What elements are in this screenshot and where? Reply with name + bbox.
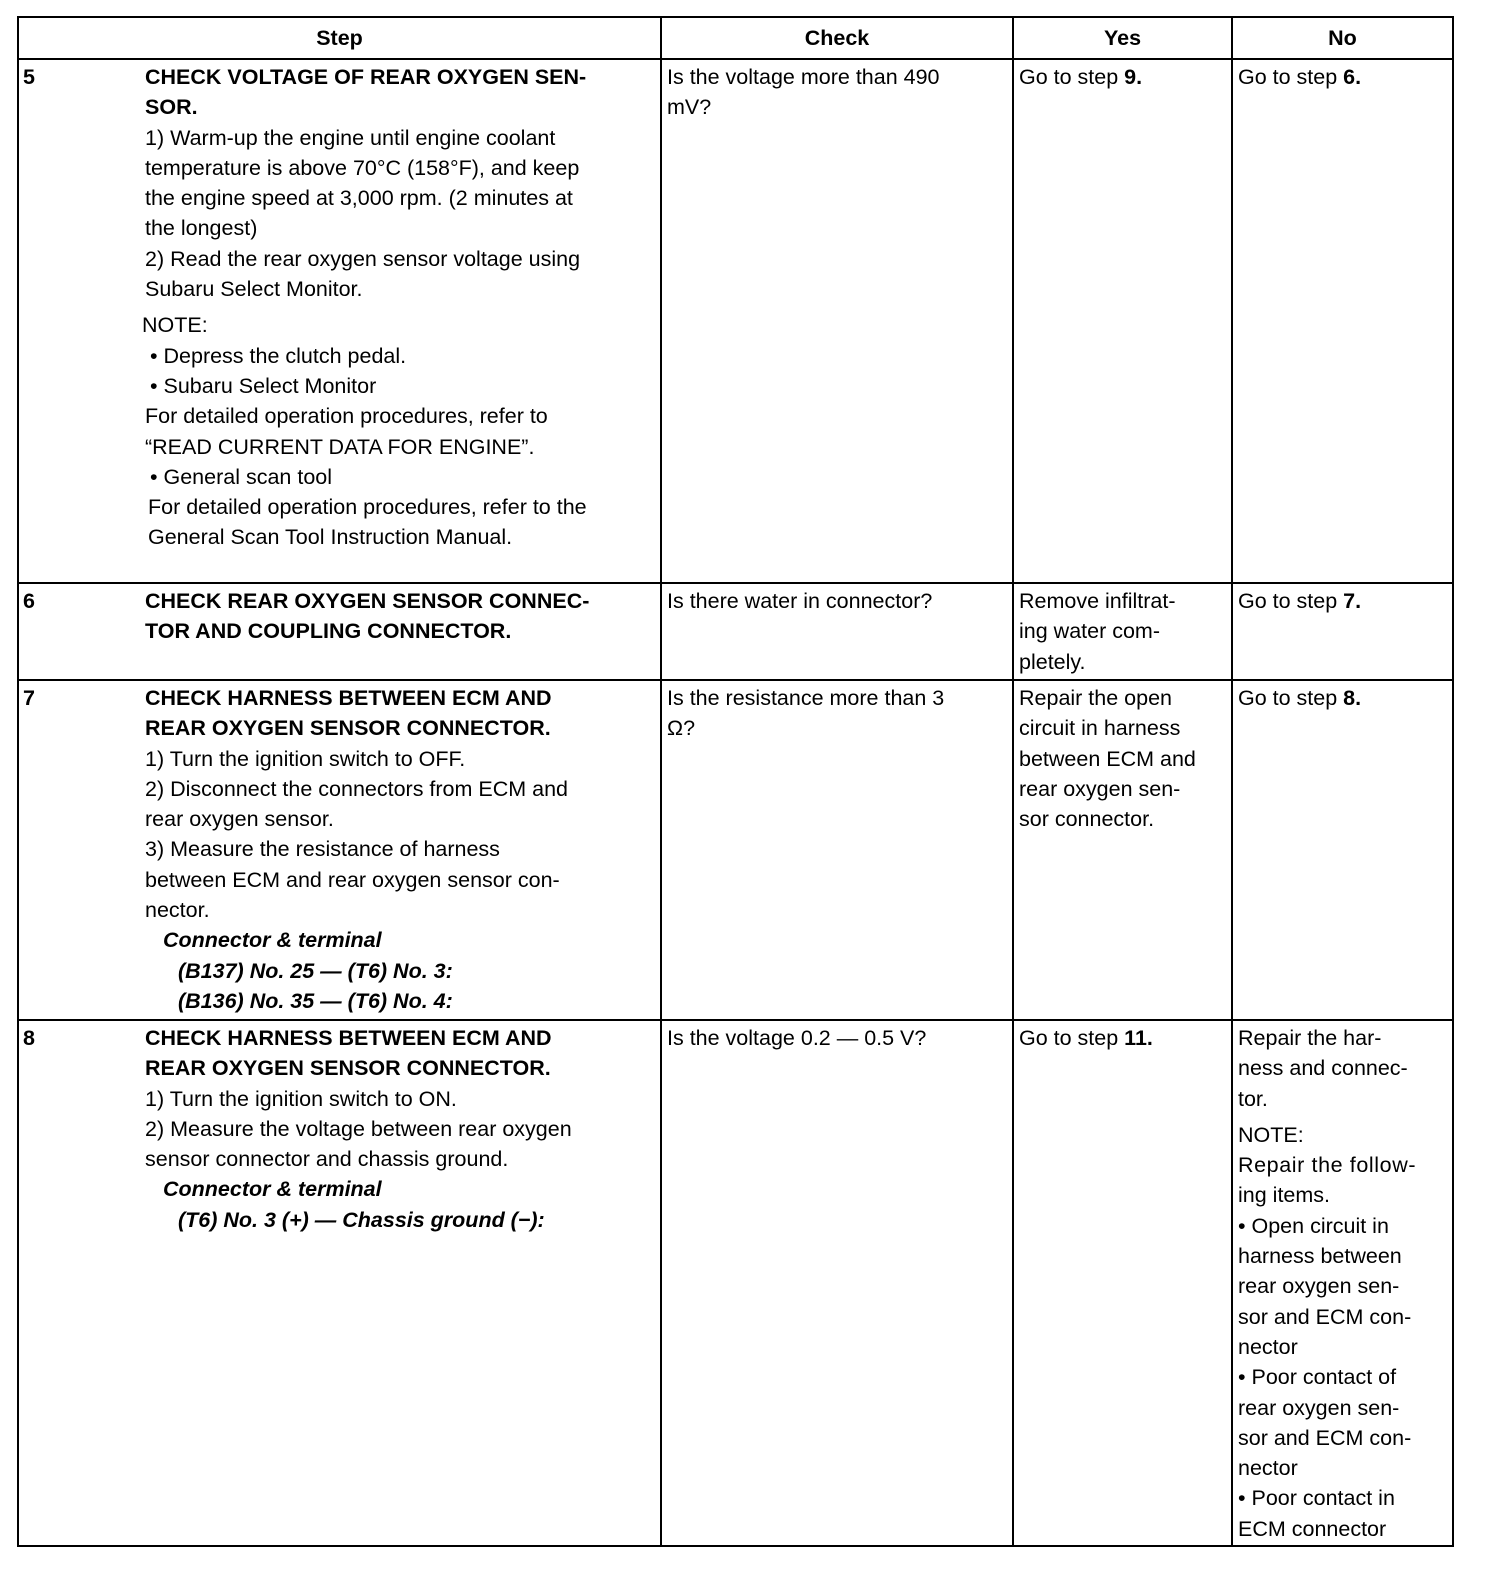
note-line: nector — [1238, 1456, 1298, 1481]
check-line: Is the voltage more than 490 — [667, 65, 940, 89]
note-line: ECM connector — [1238, 1516, 1387, 1541]
header-row — [18, 17, 1453, 59]
note-label: NOTE: — [1238, 1122, 1304, 1147]
step-line: between ECM and rear oxygen sensor con- — [145, 867, 560, 892]
note-line: • Poor contact of — [1238, 1365, 1397, 1390]
step-description — [142, 60, 660, 553]
step-title-line: CHECK VOLTAGE OF REAR OXYGEN SEN- — [145, 65, 587, 89]
step-line: 2) Read the rear oxygen sensor voltage using — [145, 246, 581, 271]
yes-line: rear oxygen sen- — [1019, 776, 1181, 801]
note-line: For detailed operation procedures, refer to — [145, 404, 548, 429]
check-line: Is there water in connector? — [667, 589, 933, 613]
note-line: • Open circuit in — [1238, 1213, 1389, 1238]
note-line: rear oxygen sen- — [1238, 1395, 1400, 1420]
yes-line: Repair the open — [1019, 686, 1172, 710]
check-line: Is the resistance more than 3 — [667, 686, 945, 710]
header-check: Check — [661, 17, 1013, 59]
note-line: For detailed operation procedures, refer to the — [148, 495, 587, 520]
note-line: General Scan Tool Instruction Manual. — [148, 525, 513, 550]
step-description — [145, 681, 660, 1016]
no-cell — [1232, 1020, 1453, 1546]
step-line: 2) Disconnect the connectors from ECM and — [145, 776, 569, 801]
diagnostic-table — [17, 16, 1454, 1547]
check-cell — [661, 583, 1013, 680]
step-number: 5 — [23, 65, 35, 89]
yes-cell — [1013, 680, 1232, 1020]
header-yes: Yes — [1013, 17, 1232, 59]
note-line: sor and ECM con- — [1238, 1425, 1412, 1450]
step-number: 7 — [23, 686, 35, 710]
note-line: harness between — [1238, 1244, 1402, 1269]
step-line: 1) Turn the ignition switch to OFF. — [145, 746, 466, 771]
no-text: Go to step — [1238, 589, 1344, 613]
no-line: Repair the har- — [1238, 1026, 1382, 1050]
yes-text: Go to step — [1019, 1026, 1125, 1050]
step-title-line: REAR OXYGEN SENSOR CONNECTOR. — [145, 1056, 551, 1081]
step-line: sensor connector and chassis ground. — [145, 1147, 509, 1172]
no-line: tor. — [1238, 1086, 1268, 1111]
note-line: • General scan tool — [150, 464, 333, 489]
yes-step-link[interactable]: 11. — [1124, 1026, 1153, 1050]
terminal-label: Connector & terminal — [163, 928, 382, 953]
note-line: “READ CURRENT DATA FOR ENGINE”. — [145, 434, 535, 459]
note-line: Repair the follow- — [1238, 1153, 1417, 1178]
no-cell — [1232, 680, 1453, 1020]
no-step-link[interactable]: 7. — [1343, 589, 1362, 613]
step-title-line: CHECK REAR OXYGEN SENSOR CONNEC- — [145, 589, 590, 613]
note-line: ing items. — [1238, 1183, 1331, 1208]
yes-text: Go to step — [1019, 65, 1125, 89]
no-text: Go to step — [1238, 686, 1344, 710]
note-line: sor and ECM con- — [1238, 1304, 1412, 1329]
step-title-line: CHECK HARNESS BETWEEN ECM AND — [145, 1026, 552, 1050]
step-line: the longest) — [145, 216, 258, 241]
note-line: nector — [1238, 1334, 1298, 1359]
yes-line: between ECM and — [1019, 746, 1196, 771]
note-line: • Depress the clutch pedal. — [150, 343, 407, 368]
table-row — [18, 1020, 1453, 1546]
yes-line: Remove infiltrat- — [1019, 589, 1176, 613]
step-line: Subaru Select Monitor. — [145, 277, 363, 302]
yes-line: circuit in harness — [1019, 716, 1181, 741]
table-row — [18, 583, 1453, 680]
note-label: NOTE: — [142, 313, 208, 338]
note-line: rear oxygen sen- — [1238, 1274, 1400, 1299]
no-line: ness and connec- — [1238, 1056, 1408, 1081]
terminal-line: (B137) No. 25 — (T6) No. 3: — [178, 958, 453, 983]
check-line: mV? — [667, 95, 712, 120]
yes-line: sor connector. — [1019, 807, 1155, 832]
step-line: rear oxygen sensor. — [145, 807, 334, 832]
yes-line: ing water com- — [1019, 619, 1160, 644]
step-title-line: REAR OXYGEN SENSOR CONNECTOR. — [145, 716, 551, 741]
step-line: the engine speed at 3,000 rpm. (2 minutes at — [145, 186, 573, 211]
yes-step-link[interactable]: 9. — [1124, 65, 1143, 89]
step-description — [145, 584, 660, 647]
no-step-link[interactable]: 8. — [1343, 686, 1362, 710]
terminal-label: Connector & terminal — [163, 1177, 382, 1202]
step-number: 6 — [23, 589, 35, 613]
check-line: Is the voltage 0.2 — 0.5 V? — [667, 1026, 927, 1050]
check-cell — [661, 1020, 1013, 1546]
header-no: No — [1232, 17, 1453, 59]
step-number: 8 — [23, 1026, 35, 1050]
no-cell — [1232, 59, 1453, 583]
terminal-line: (T6) No. 3 (+) — Chassis ground (−): — [178, 1207, 545, 1232]
yes-cell — [1013, 583, 1232, 680]
yes-cell — [1013, 1020, 1232, 1546]
table-row — [18, 680, 1453, 1020]
header-step: Step — [18, 17, 661, 59]
step-line: nector. — [145, 898, 210, 923]
check-cell — [661, 680, 1013, 1020]
step-line: 3) Measure the resistance of harness — [145, 837, 500, 862]
terminal-line: (B136) No. 35 — (T6) No. 4: — [178, 988, 453, 1013]
table-row — [18, 59, 1453, 583]
no-text: Go to step — [1238, 65, 1344, 89]
step-line: temperature is above 70°C (158°F), and keep — [145, 155, 580, 180]
check-line: Ω? — [667, 716, 696, 741]
note-line: • Poor contact in — [1238, 1486, 1395, 1511]
step-line: 2) Measure the voltage between rear oxygen — [145, 1116, 572, 1141]
note-line: • Subaru Select Monitor — [150, 373, 377, 398]
step-line: 1) Turn the ignition switch to ON. — [145, 1086, 457, 1111]
step-title-line: CHECK HARNESS BETWEEN ECM AND — [145, 686, 552, 710]
step-title-line: SOR. — [145, 95, 198, 120]
step-description — [145, 1021, 660, 1235]
step-title-line: TOR AND COUPLING CONNECTOR. — [145, 619, 512, 644]
yes-cell — [1013, 59, 1232, 583]
check-cell — [661, 59, 1013, 583]
no-cell — [1232, 583, 1453, 680]
no-step-link[interactable]: 6. — [1343, 65, 1362, 89]
step-line: 1) Warm-up the engine until engine coolant — [145, 125, 556, 150]
yes-line: pletely. — [1019, 649, 1086, 674]
